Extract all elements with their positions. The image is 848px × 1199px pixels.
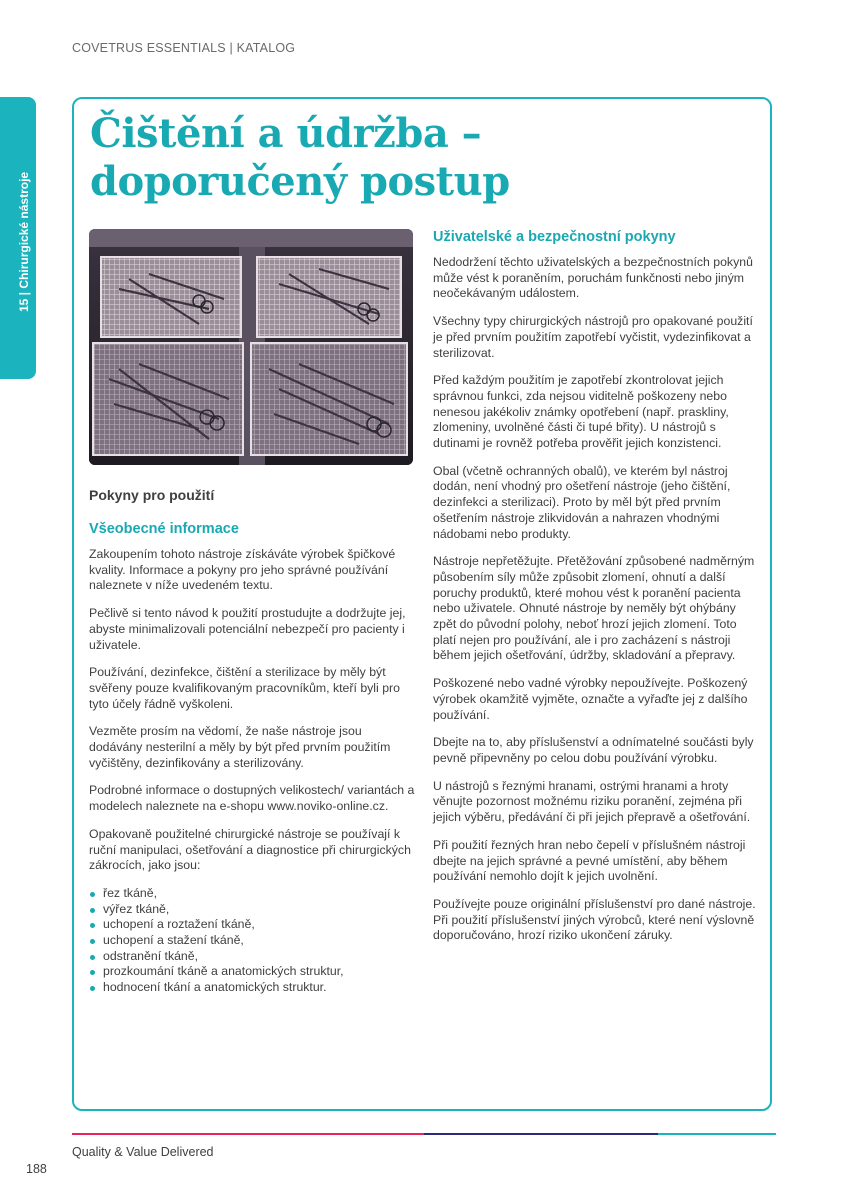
left-column [89, 486, 417, 996]
paragraph: Dbejte na to, aby příslušenství a odnímatelné součásti byly pevně připevněny po celou dobu používání výrobku. [433, 735, 754, 765]
paragraph: Používejte pouze originální příslušenství pro dané nástroje. Při použití příslušenství jiných výrobců, které není výslovně doporučováno, hrozí riziko ukončení záruky. [433, 896, 756, 943]
paragraph: Pečlivě si tento návod k použití prostudujte a dodržujte jej, abyste minimalizovali potenciální nebezpečí pro pacienty i uživatele. [89, 606, 406, 652]
list-item: odstranění tkáně, [89, 949, 417, 965]
paragraph: Podrobné informace o dostupných velikostech/ variantách a modelech naleznete na e-shopu www.noviko-online.cz. [89, 783, 415, 814]
paragraph: Obal (včetně ochranných obalů), ve kterém byl nástroj dodán, není vhodný pro ošetření nástroje (jeho čištění, dezinfekci a sterilizaci). Proto by měl být před prvním ošetřením nástroje zlikvidován a nahrazen vhodnými nádobami nebo produkty. [433, 463, 731, 541]
list-item: uchopení a stažení tkáně, [89, 933, 417, 949]
washer-baskets-photo [89, 229, 413, 465]
footer-divider-red [72, 1133, 424, 1135]
page-number: 188 [26, 1162, 47, 1176]
list-item: řez tkáně, [89, 886, 417, 902]
footer-divider-navy [424, 1133, 658, 1135]
paragraph: Opakovaně použitelné chirurgické nástroje se používají k ruční manipulaci, ošetřování a diagnostice při chirurgických zákrocích, jako jsou: [89, 826, 411, 873]
use-cases-list [89, 886, 417, 996]
paragraph: Před každým použitím je zapotřebí zkontrolovat jejich správnou funkci, zda nejsou viditelně poškozeny nebo nenesou jakékoliv známky opotřebení (např. praskliny, zlomeniny, uvolněné části či tupé břity). U nástrojů s dutinami je rovněž potřeba prověřit jejich konzistenci. [433, 373, 729, 451]
paragraph: Všechny typy chirurgických nástrojů pro opakované použití je před prvním použitím zapotřebí vyčistit, vydezinfikovat a sterilizovat. [433, 314, 753, 360]
catalog-header: COVETRUS ESSENTIALS | KATALOG [72, 41, 296, 55]
list-item: výřez tkáně, [89, 902, 417, 918]
general-info-heading: Všeobecné informace [89, 521, 239, 537]
safety-instructions-heading: Uživatelské a bezpečnostní pokyny [433, 229, 676, 245]
paragraph: U nástrojů s řeznými hranami, ostrými hranami a hroty věnujte pozornost možnému riziku poranění, zejména při jejich výběru, předávání či při jejich přepravě a ošetřování. [433, 778, 751, 825]
list-item: prozkoumání tkáně a anatomických struktur, [89, 964, 417, 980]
paragraph: Poškozené nebo vadné výrobky nepoužívejte. Poškozený výrobek okamžitě vyjměte, označte a vyřaďte jej z dalšího používání. [433, 676, 748, 722]
footer-divider-teal [658, 1133, 776, 1135]
paragraph: Používání, dezinfekce, čištění a sterilizace by měly být svěřeny pouze kvalifikovaným pracovníkům, kteří byli pro tyto účely řádně vyškoleni. [89, 665, 400, 711]
instructions-heading: Pokyny pro použití [89, 487, 215, 503]
page-title: Čištění a údržba – doporučený postup [90, 110, 510, 205]
paragraph: Zakoupením tohoto nástroje získáváte výrobek špičkové kvality. Informace a pokyny pro jeho správné používání naleznete v níže uvedeném textu. [89, 547, 396, 593]
list-item: uchopení a roztažení tkáně, [89, 917, 417, 933]
paragraph: Nástroje nepřetěžujte. Přetěžování způsobené nadměrným působením síly může způsobit zlomení, ohnutí a další poruchy produktů, které mohou vést k poranění pacienta nebo uživatele. Ohnuté nástroje by neměly být ohýbány zpět do původní polohy, neboť hrozí jejich zlomení. Toto platí nejen pro používání, ale i pro zacházení s nástroji během jejich ošetřování, údržby, skladování a přepravy. [433, 554, 755, 663]
chapter-side-tab-label: 15 | Chirurgické nástroje [17, 171, 31, 312]
paragraph: Vezměte prosím na vědomí, že naše nástroje jsou dodávány nesterilní a měly by být před prvním použitím vyčištěny, dezinfikovány a sterilizovány. [89, 724, 391, 770]
paragraph: Při použití řezných hran nebo čepelí v příslušném nástroji dbejte na jejich správné a pevné umístění, aby během používání nemohlo dojít k jejich uvolnění. [433, 837, 746, 884]
right-column [433, 228, 758, 956]
footer-tagline: Quality & Value Delivered [72, 1145, 214, 1159]
list-item: hodnocení tkání a anatomických struktur. [89, 980, 417, 996]
paragraph: Nedodržení těchto uživatelských a bezpečnostních pokynů může vést k poraněním, poruchám funkčnosti nebo jiným neočekávaným událostem. [433, 255, 753, 301]
